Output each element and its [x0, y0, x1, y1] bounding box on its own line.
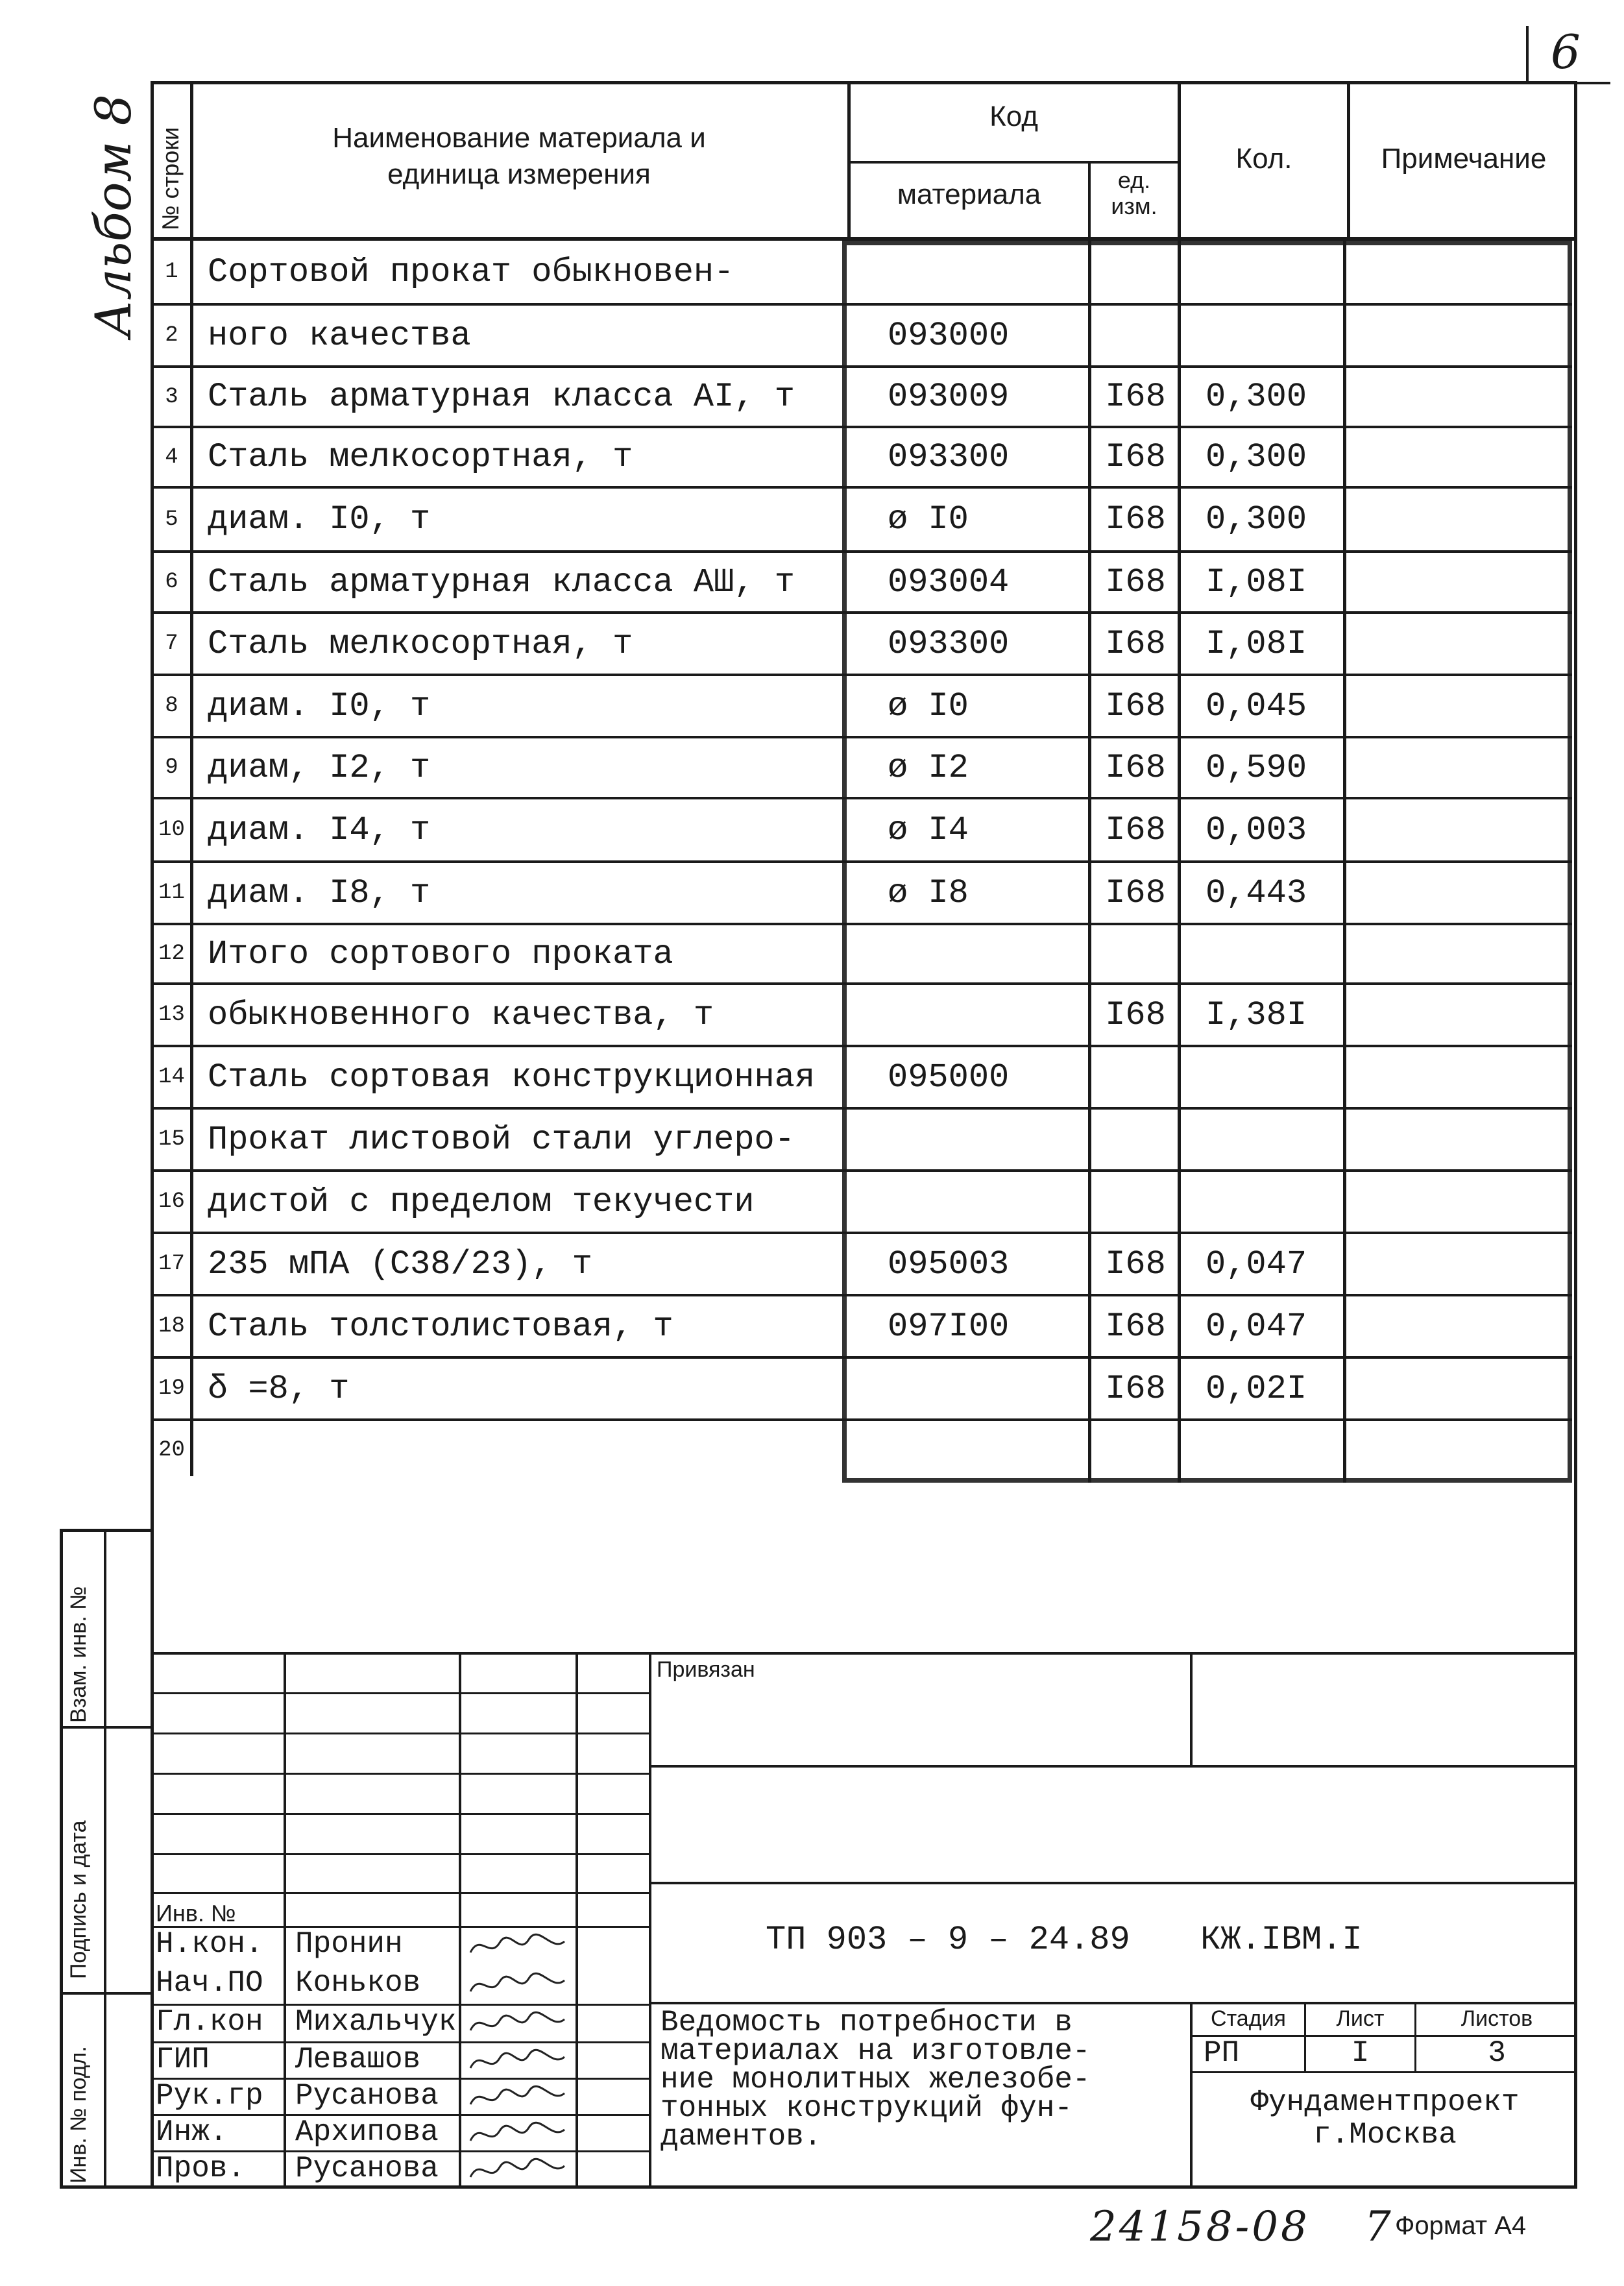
unit-code: [1093, 1172, 1178, 1232]
row-number: 14: [158, 1065, 185, 1089]
staff-role: Гл.кон: [156, 2005, 263, 2039]
material-name: ного качества: [208, 316, 471, 355]
album-label: Альбом 8: [84, 94, 142, 337]
material-code: ø I0: [888, 500, 969, 539]
signature-scribble: [467, 2008, 571, 2043]
inv-no-label: Инв. №: [156, 1900, 236, 1927]
qty-header: Кол.: [1235, 143, 1292, 175]
unit-code: I68: [1105, 810, 1166, 849]
material-name: диам. I0, т: [208, 687, 431, 725]
row-number: 5: [165, 507, 178, 532]
unit-code: I68: [1105, 438, 1166, 476]
row-number: 9: [165, 755, 178, 780]
material-code: [888, 985, 1082, 1045]
row-number: 11: [158, 881, 185, 905]
staff-role: ГИП: [156, 2043, 210, 2076]
code-header: Код: [989, 101, 1038, 132]
material-name: Сталь мелкосортная, т: [208, 438, 633, 476]
row-number: 18: [158, 1314, 185, 1339]
material-code: 093000: [888, 316, 1010, 355]
signature-scribble: [467, 1930, 571, 1965]
material-code: [888, 1110, 1082, 1169]
material-code: 093004: [888, 563, 1010, 602]
unit-code: [1093, 1047, 1178, 1107]
material-code: 095000: [888, 1058, 1010, 1097]
stage-label: Стадия: [1211, 2006, 1286, 2031]
quantity: 0,443: [1206, 873, 1307, 912]
unit-code: I68: [1105, 1245, 1166, 1283]
quantity: 0,003: [1206, 810, 1307, 849]
quantity: 0,300: [1206, 378, 1307, 416]
row-number: 10: [158, 818, 185, 842]
page-number: 6: [1551, 25, 1581, 79]
signature-scribble: [467, 2154, 571, 2190]
material-name: Сортовой прокат обыкновен-: [208, 252, 734, 291]
material-name: дистой с пределом текучести: [208, 1182, 755, 1221]
material-code: 097I00: [888, 1307, 1010, 1346]
quantity: [1206, 1110, 1342, 1169]
material-code: 093300: [888, 438, 1010, 476]
quantity: 0,047: [1206, 1307, 1307, 1346]
unit-code: I68: [1105, 1307, 1166, 1346]
material-name: 235 мПА (С38/23), т: [208, 1245, 592, 1283]
row-number: 1: [165, 260, 178, 284]
row-number: 19: [158, 1376, 185, 1401]
material-code: 095003: [888, 1245, 1010, 1283]
unit-code: I68: [1105, 378, 1166, 416]
material-code: [888, 241, 1082, 303]
material-code: ø I4: [888, 810, 969, 849]
document-mark: КЖ.IВМ.I: [1200, 1921, 1363, 1959]
unit-code: [1093, 1421, 1178, 1479]
quantity: [1206, 306, 1342, 365]
unit-code: [1093, 241, 1178, 303]
staff-role: Инж.: [156, 2115, 228, 2149]
row-number: 3: [165, 384, 178, 409]
inv-podl-label: Инв. № подл.: [66, 2046, 91, 2183]
material-code: [888, 1421, 1082, 1479]
staff-name: Левашов: [295, 2043, 421, 2076]
quantity: I,08I: [1206, 563, 1307, 602]
row-number: 6: [165, 570, 178, 594]
sheets-value: 3: [1488, 2036, 1506, 2070]
staff-name: Русанова: [295, 2079, 439, 2113]
material-name: Итого сортового проката: [208, 934, 673, 973]
material-name: диам. I8, т: [208, 873, 431, 912]
unit-code: I68: [1105, 873, 1166, 912]
quantity: [1206, 1421, 1342, 1479]
signature-scribble: [467, 1969, 571, 2004]
staff-name: Русанова: [295, 2152, 439, 2185]
material-name: [208, 1421, 837, 1479]
unit-code: I68: [1105, 624, 1166, 663]
quantity: 0,045: [1206, 687, 1307, 725]
row-number: 8: [165, 694, 178, 718]
unit-code: I68: [1105, 687, 1166, 725]
unit-header: ед. изм.: [1111, 167, 1157, 219]
name-header: Наименование материала и единица измерения: [332, 122, 706, 190]
quantity: I,08I: [1206, 624, 1307, 663]
signature-scribble: [467, 2045, 571, 2081]
unit-code: I68: [1105, 563, 1166, 602]
row-number: 16: [158, 1189, 185, 1214]
material-name: диам, I2, т: [208, 748, 431, 787]
quantity: [1206, 241, 1342, 303]
material-name: Сталь толстолистовая, т: [208, 1307, 673, 1346]
material-code: ø I2: [888, 748, 969, 787]
unit-code: I68: [1105, 1369, 1166, 1408]
row-number: 20: [158, 1438, 185, 1463]
row-number: 15: [158, 1127, 185, 1152]
staff-name: Архипова: [295, 2115, 439, 2149]
note-header: Примечание: [1381, 143, 1547, 175]
row-number: 13: [158, 1003, 185, 1027]
sheets-label: Листов: [1460, 2006, 1533, 2031]
sheet-label: Лист: [1336, 2006, 1385, 2031]
row-number-header: № строки: [157, 127, 184, 230]
material-name: диам. I4, т: [208, 810, 431, 849]
sheet-value: I: [1351, 2036, 1370, 2070]
quantity: 0,300: [1206, 438, 1307, 476]
material-code: [888, 1359, 1082, 1418]
unit-code: I68: [1105, 748, 1166, 787]
quantity: [1206, 1047, 1342, 1107]
staff-name: Коньков: [295, 1966, 421, 2000]
row-number: 4: [165, 444, 178, 470]
organization: Фундаментпроект г.Москва: [1250, 2085, 1520, 2152]
material-name: Сталь арматурная класса АШ, т: [208, 563, 795, 602]
material-name: диам. I0, т: [208, 500, 431, 539]
row-number: 12: [158, 942, 185, 966]
material-name: δ =8, т: [208, 1369, 350, 1408]
quantity: [1206, 925, 1342, 982]
unit-code: [1093, 306, 1178, 365]
signature-scribble: [467, 2118, 571, 2154]
format-label: Формат А4: [1395, 2211, 1527, 2240]
staff-role: Рук.гр: [156, 2079, 263, 2113]
quantity: I,38I: [1206, 995, 1307, 1034]
staff-role: Нач.ПО: [156, 1966, 263, 2000]
quantity: 0,047: [1206, 1245, 1307, 1283]
staff-name: Михальчук: [295, 2005, 457, 2039]
material-code: ø I0: [888, 687, 969, 725]
row-number: 17: [158, 1252, 185, 1276]
material-code: 093300: [888, 624, 1010, 663]
material-name: Прокат листовой стали углеро-: [208, 1120, 795, 1159]
material-name: Сталь мелкосортная, т: [208, 624, 633, 663]
row-number: 7: [165, 631, 178, 656]
document-code: ТП 903 – 9 – 24.89: [766, 1921, 1130, 1959]
quantity: 0,02I: [1206, 1369, 1307, 1408]
material-name: Сталь арматурная класса АI, т: [208, 378, 795, 416]
quantity: [1206, 1172, 1342, 1232]
row-number: 2: [165, 323, 178, 348]
quantity: 0,300: [1206, 500, 1307, 539]
signature-scribble: [467, 2082, 571, 2117]
signature-date-label: Подпись и дата: [66, 1820, 91, 1979]
material-name: Сталь сортовая конструкционная: [208, 1058, 816, 1097]
staff-role: Пров.: [156, 2152, 246, 2185]
staff-name: Пронин: [295, 1927, 403, 1961]
material-name: обыкновенного качества, т: [208, 995, 714, 1034]
material-code: [888, 1172, 1082, 1232]
unit-code: [1093, 925, 1178, 982]
unit-code: [1093, 1110, 1178, 1169]
material-code: 093009: [888, 378, 1010, 416]
material-code: [888, 925, 1082, 982]
vzam-inv-label: Взам. инв. №: [66, 1586, 91, 1723]
material-header: материала: [897, 178, 1041, 210]
staff-role: Н.кон.: [156, 1927, 263, 1961]
footer-number: 24158-08 7: [1090, 2203, 1394, 2251]
material-code: ø I8: [888, 873, 969, 912]
privyazan-label: Привязан: [657, 1657, 755, 1682]
document-description: Ведомость потребности в материалах на изготовле- ние монолитных железобе- тонных конструкций фун- даментов.: [661, 2006, 1091, 2154]
quantity: 0,590: [1206, 748, 1307, 787]
unit-code: I68: [1105, 500, 1166, 539]
unit-code: I68: [1105, 995, 1166, 1034]
stage-value: РП: [1204, 2036, 1240, 2070]
